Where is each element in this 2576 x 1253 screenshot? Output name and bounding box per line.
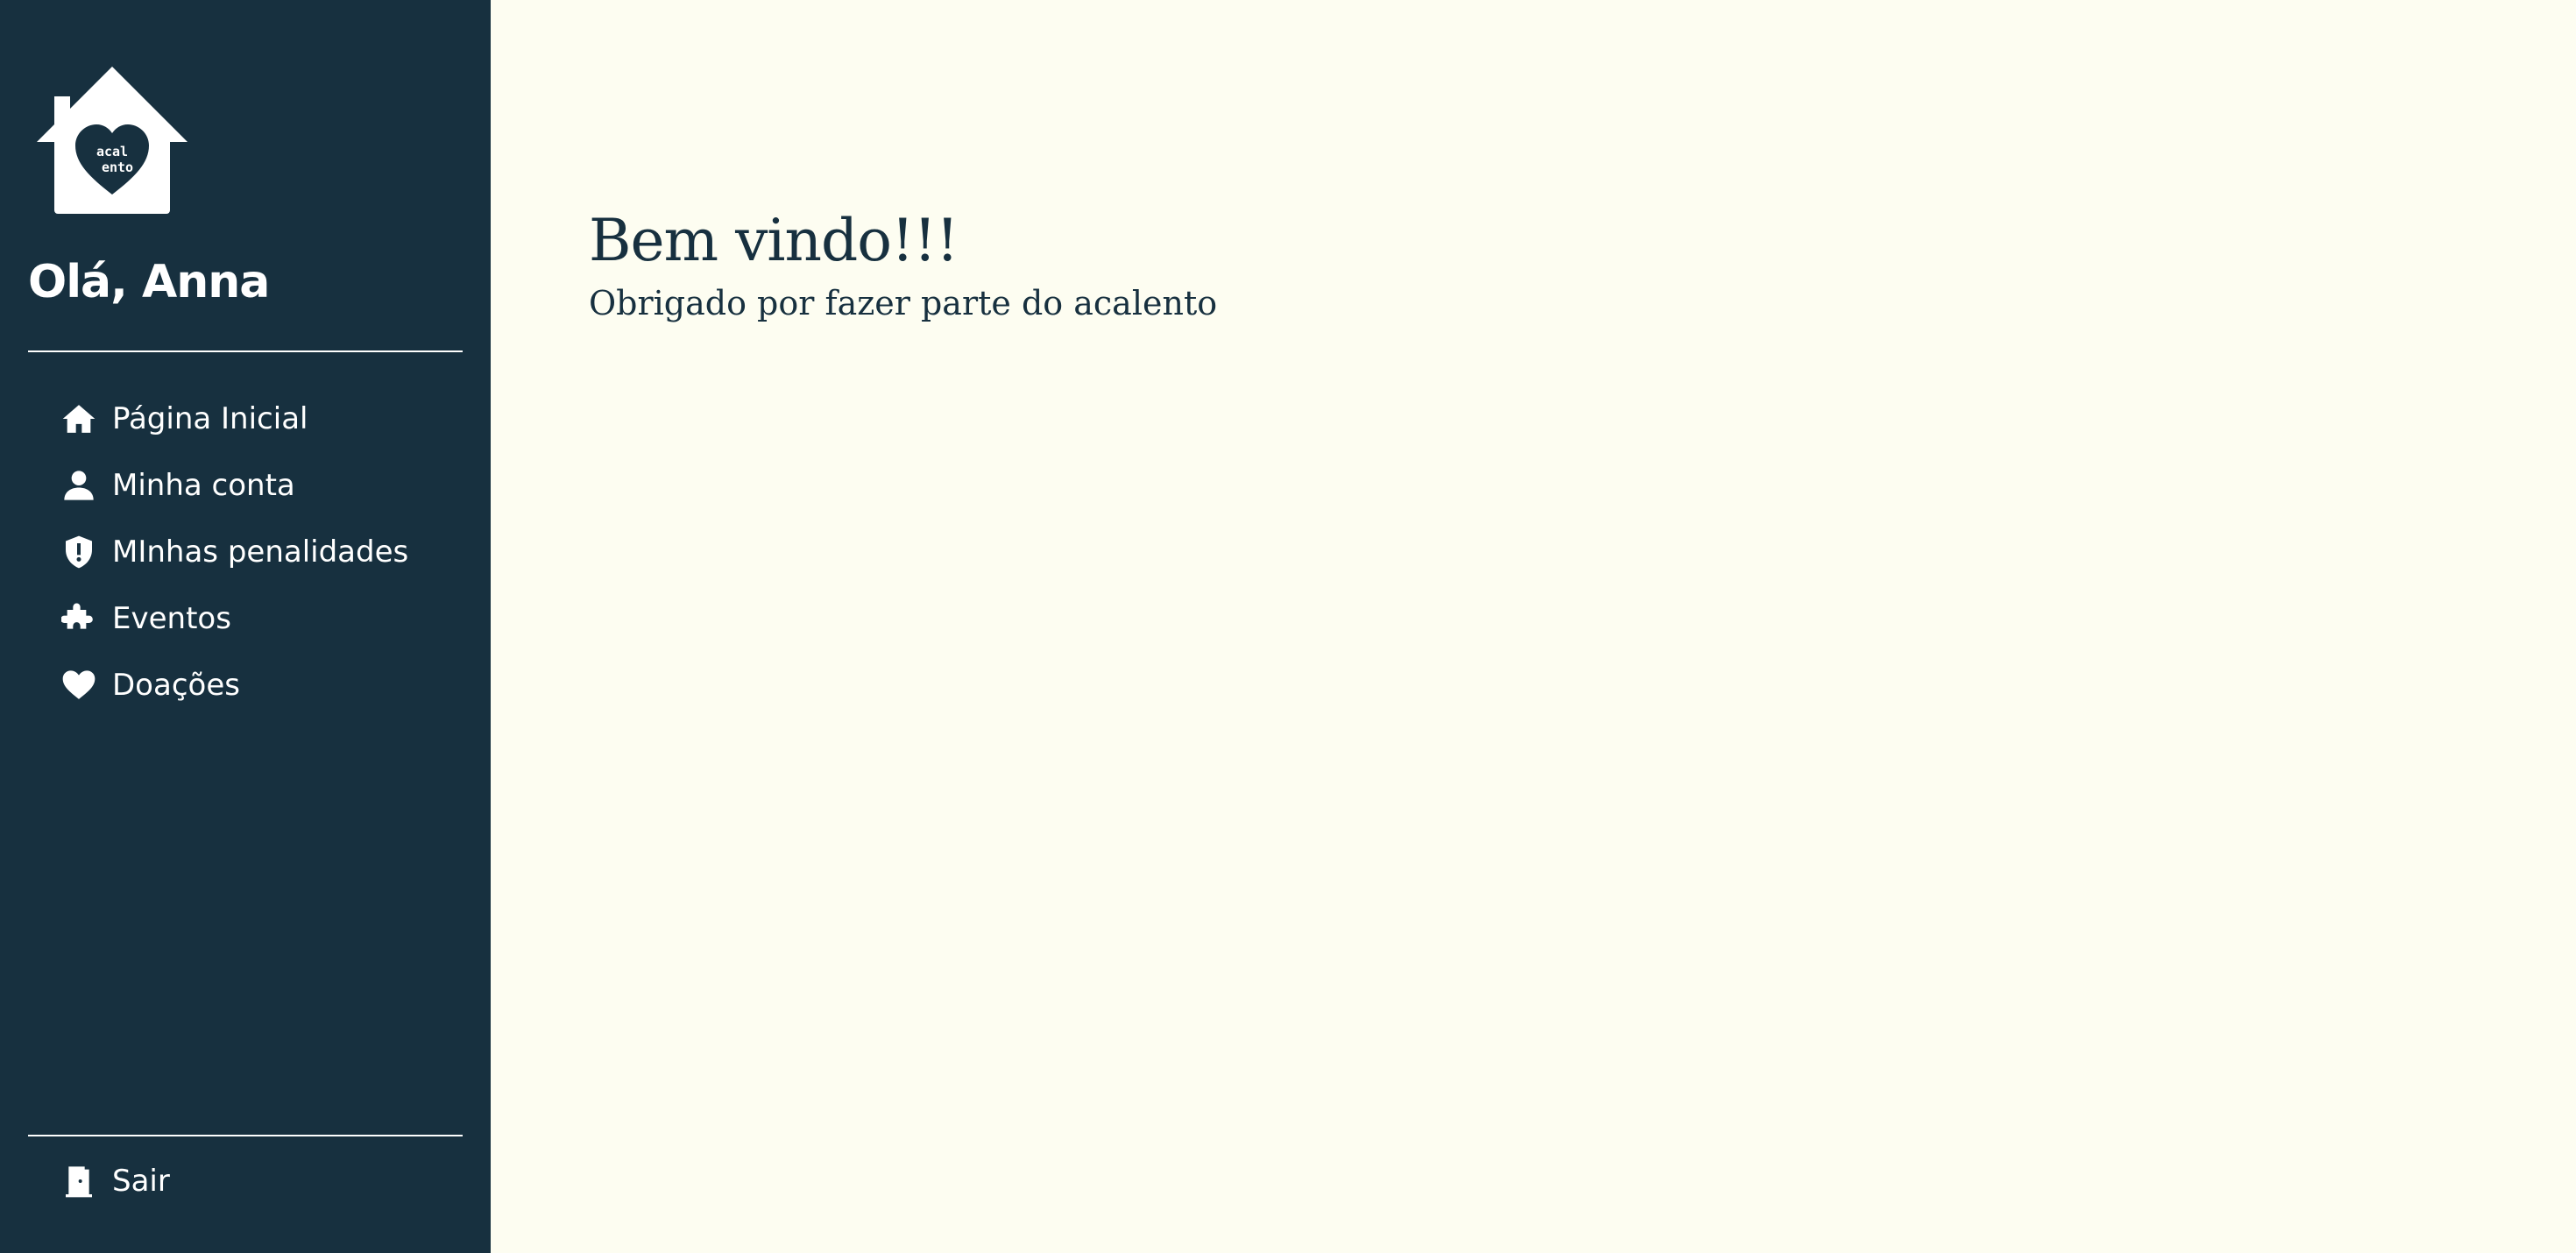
sidebar-item-label: MInhas penalidades	[112, 534, 409, 570]
page-subtitle: Obrigado por fazer parte do acalento	[589, 284, 1218, 322]
logout-label: Sair	[112, 1164, 170, 1199]
sidebar	[0, 0, 491, 1253]
sidebar-divider-bottom	[28, 1135, 463, 1136]
puzzle-icon	[60, 599, 98, 638]
logout-button[interactable]	[60, 1148, 170, 1214]
sidebar-item-doacoes[interactable]	[60, 652, 408, 719]
sidebar-item-label: Minha conta	[112, 468, 295, 503]
sidebar-item-label: Eventos	[112, 601, 231, 636]
page-title: Bem vindo!!!	[589, 207, 959, 274]
sidebar-divider-top	[28, 350, 463, 352]
heart-icon	[60, 666, 98, 704]
sidebar-item-label: Página Inicial	[112, 401, 308, 436]
main-content	[491, 0, 2576, 1253]
shield-alert-icon	[60, 533, 98, 571]
house-heart-logo-icon	[37, 65, 188, 214]
user-greeting: Olá, Anna	[28, 256, 270, 308]
sidebar-item-minhas-penalidades[interactable]	[60, 519, 408, 585]
svg-text:ento: ento	[101, 159, 134, 175]
sidebar-item-minha-conta[interactable]	[60, 452, 408, 519]
svg-text:acal: acal	[96, 144, 129, 159]
door-exit-icon	[60, 1162, 98, 1200]
sidebar-nav	[60, 386, 408, 719]
sidebar-item-eventos[interactable]	[60, 585, 408, 652]
sidebar-item-pagina-inicial[interactable]	[60, 386, 408, 452]
home-icon	[60, 400, 98, 438]
user-icon	[60, 466, 98, 505]
sidebar-item-label: Doações	[112, 668, 240, 703]
